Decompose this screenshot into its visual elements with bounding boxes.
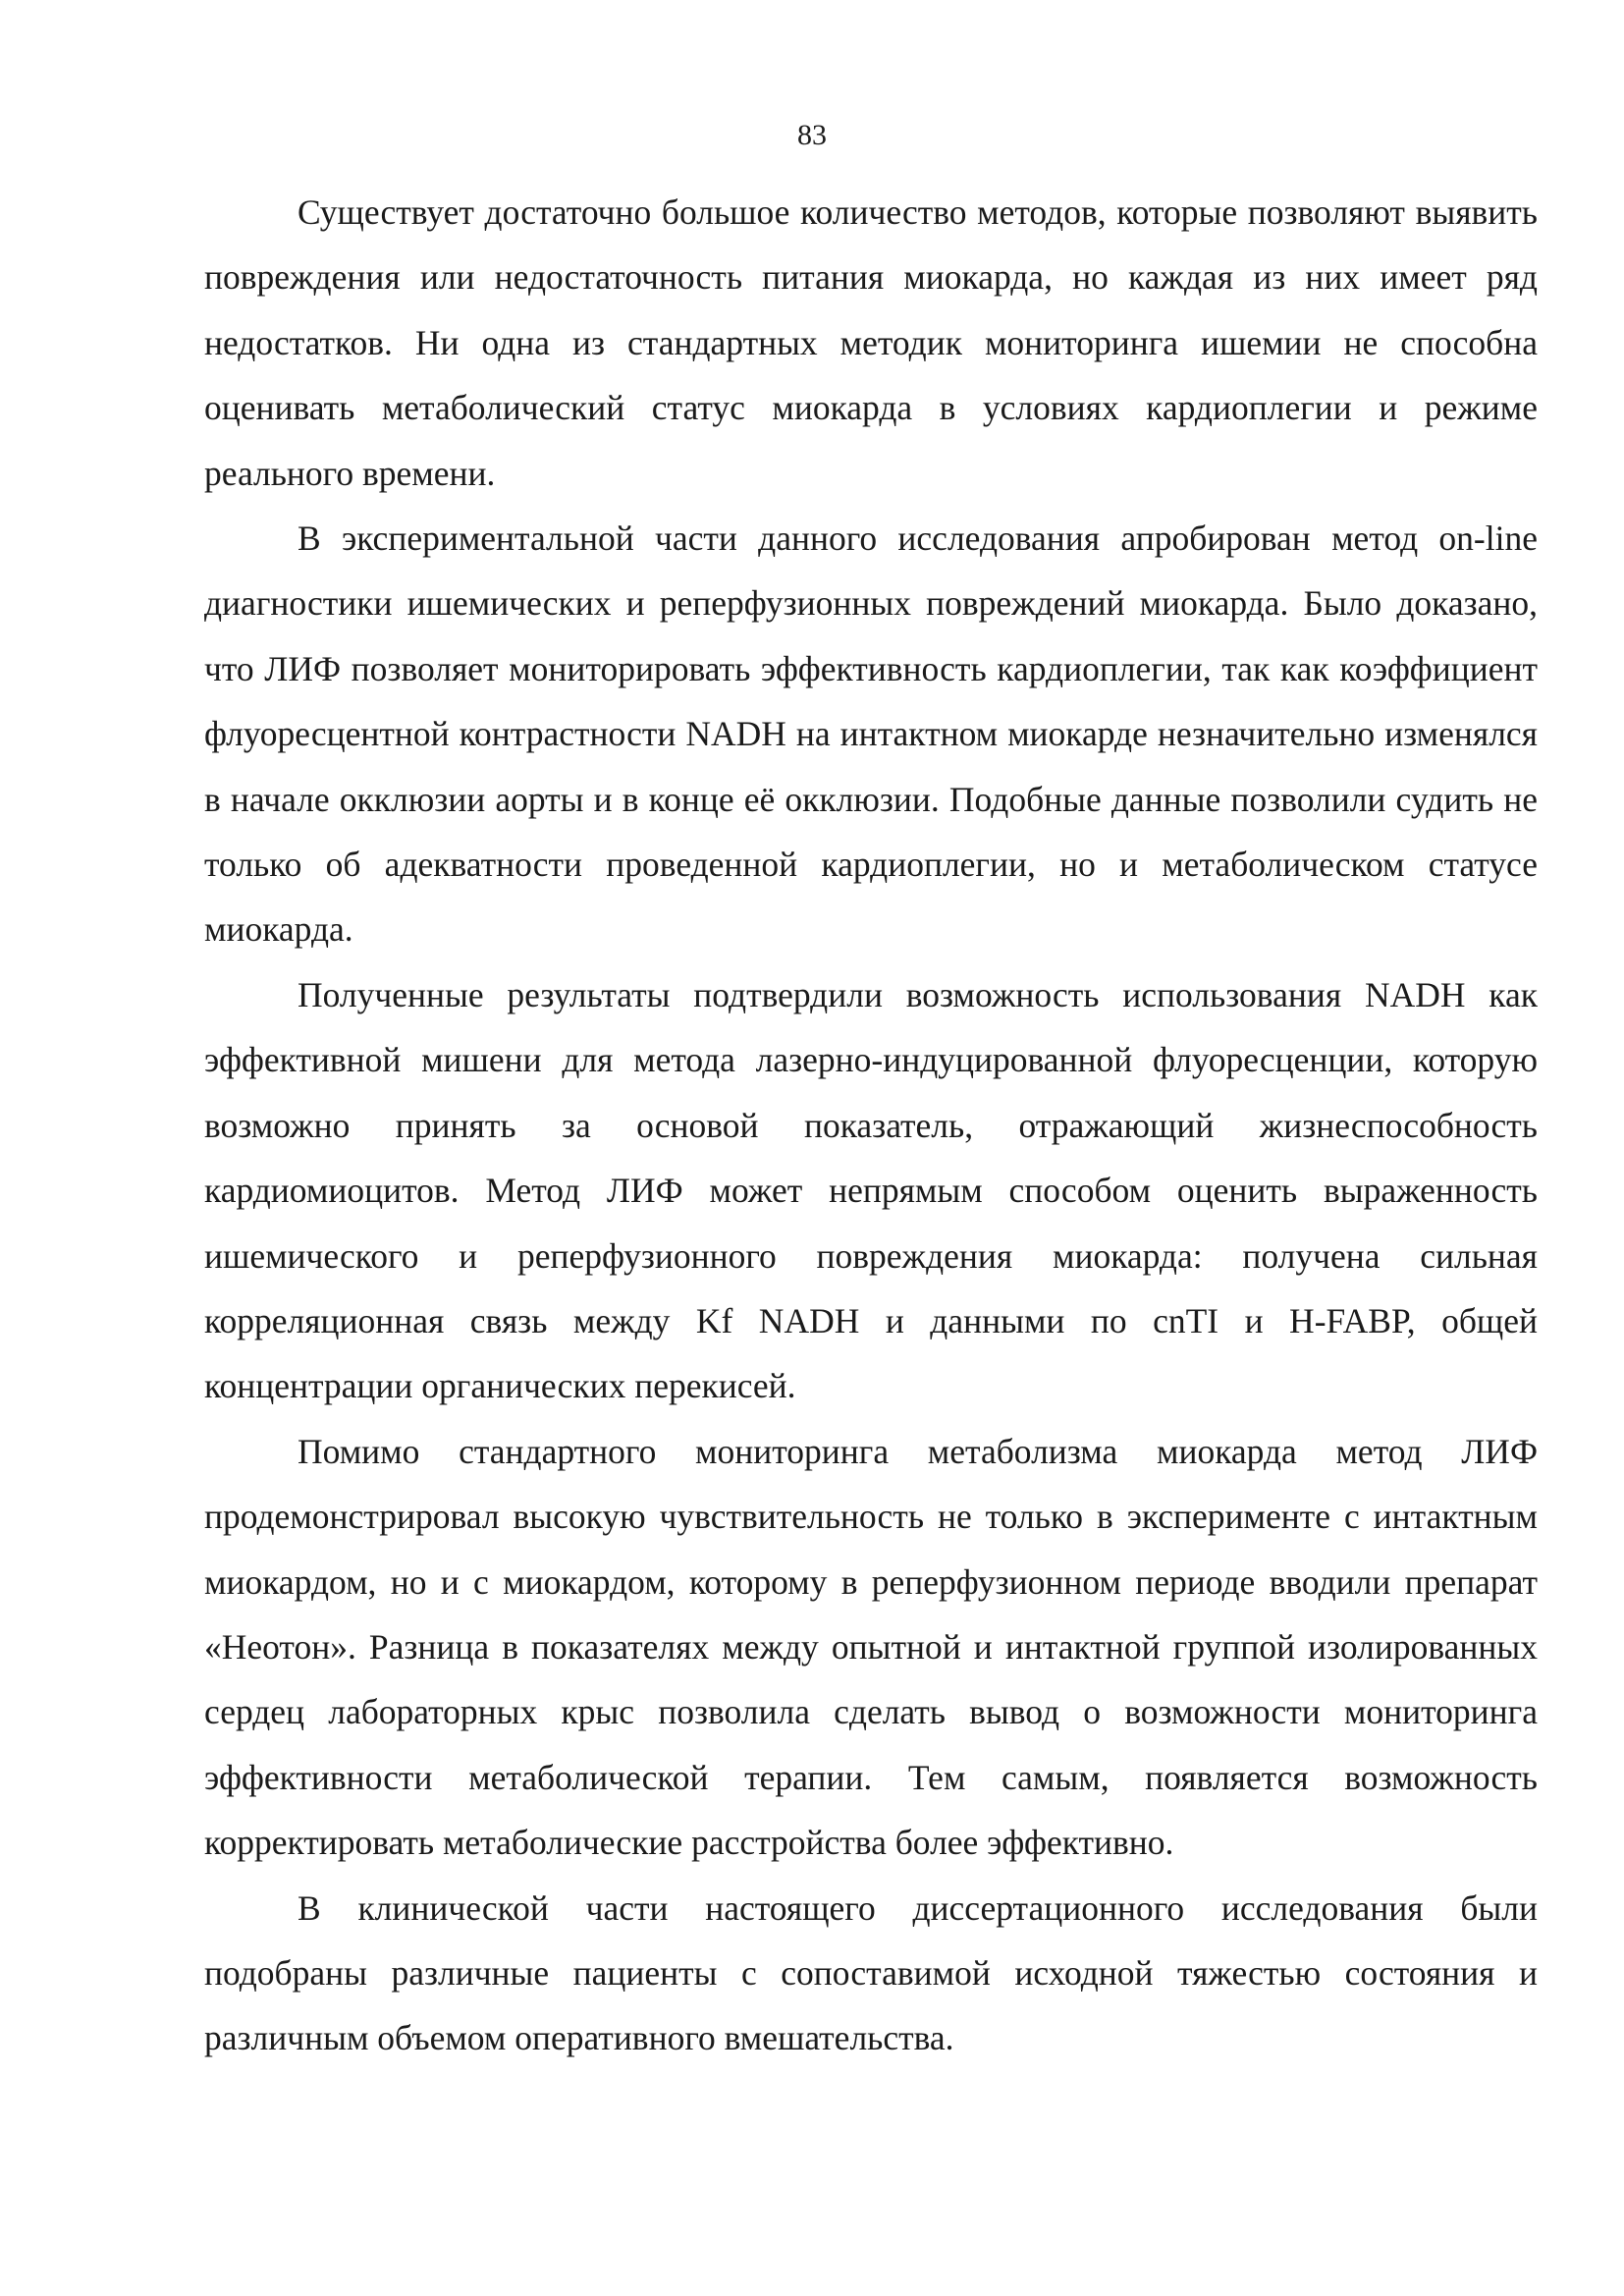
- page-number: 83: [797, 119, 827, 151]
- paragraph-1: Существует достаточно большое количество методов, которые позволяют выявить повреждения или недостаточность питания миокарда, но каждая из них имеет ряд недостатков. Ни одна из стандартных методик мониторинга ишемии не способна оценивать метаболический статус миокарда в условиях кардиоплегии и режиме реального времени.: [204, 192, 1538, 493]
- body-text: [204, 180, 1538, 2071]
- paragraph-4: Помимо стандартного мониторинга метаболизма миокарда метод ЛИФ продемонстрировал высокую чувствительность не только в эксперименте с интактным миокардом, но и с миокардом, которому в реперфузионном периоде вводили препарат «Неотон». Разница в показателях между опытной и интактной группой изолированных сердец лабораторных крыс позволила сделать вывод о возможности мониторинга эффективности метаболической терапии. Тем самым, появляется возможность корректировать метаболические расстройства более эффективно.: [204, 1431, 1538, 1863]
- paragraph-3: Полученные результаты подтвердили возможность использования NADH как эффективной мишени для метода лазерно-индуцированной флуоресценции, которую возможно принять за основой показатель, отражающий жизнеспособность кардиомиоцитов. Метод ЛИФ может непрямым способом оценить выраженность ишемического и реперфузионного повреждения миокарда: получена сильная корреляционная связь между Kf NADH и данными по cnTI и H-FABP, общей концентрации органических перекисей.: [204, 974, 1538, 1406]
- paragraph-5: В клинической части настоящего диссертационного исследования были подобраны различные пациенты с сопоставимой исходной тяжестью состояния и различным объемом оперативного вмешательства.: [204, 1887, 1538, 2058]
- paragraph-2: В экспериментальной части данного исследования апробирован метод on-line диагностики ишемических и реперфузионных повреждений миокарда. Было доказано, что ЛИФ позволяет мониторировать эффективность кардиоплегии, так как коэффициент флуоресцентной контрастности NADH на интактном миокарде незначительно изменялся в начале окклюзии аорты и в конце её окклюзии. Подобные данные позволили судить не только об адекватности проведенной кардиоплегии, но и метаболическом статусе миокарда.: [204, 519, 1538, 950]
